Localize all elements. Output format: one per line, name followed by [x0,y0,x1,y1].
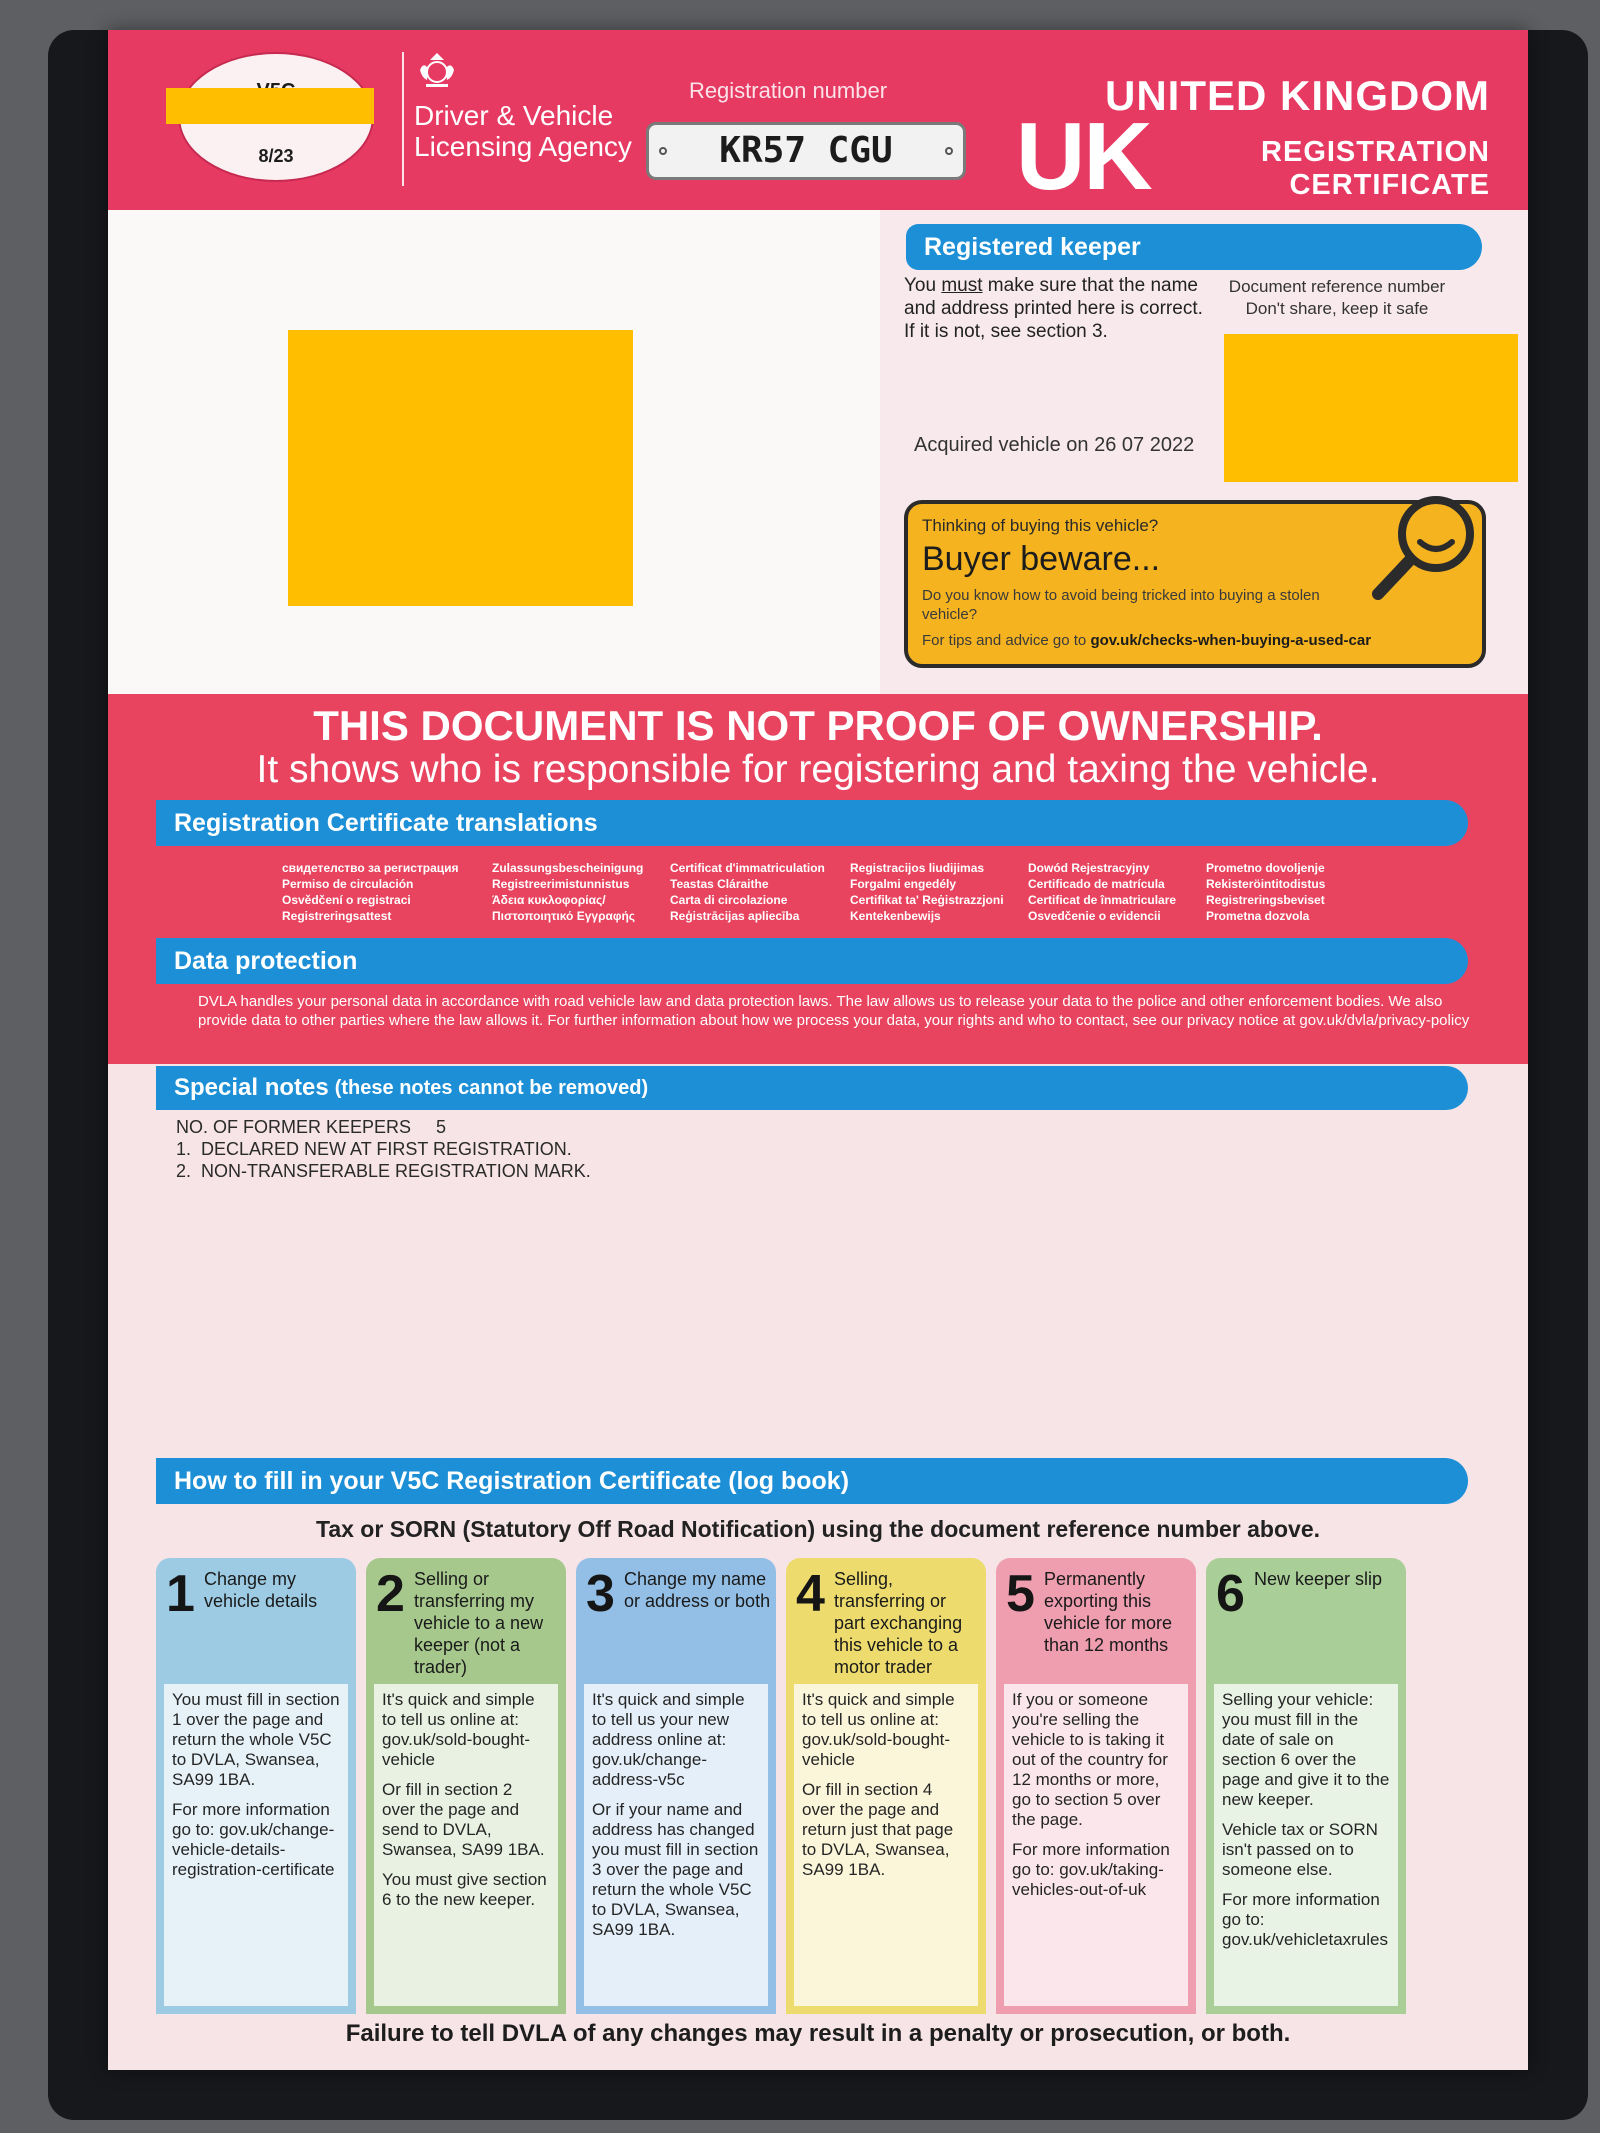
translation-column [1206,860,1325,924]
step-body [794,1684,978,2006]
translation-column [670,860,825,924]
step-title: Permanently exporting this vehicle for more than 12 months [1044,1569,1173,1655]
redacted-address [288,330,633,606]
failure-warning: Failure to tell DVLA of any changes may result in a penalty or prosecution, or both. [345,2020,1291,2047]
step-paragraph: For more information go to: gov.uk/taking-vehicles-out-of-uk [1012,1840,1170,1899]
responsibility-line: It shows who is responsible for registering and taxing the vehicle. [256,748,1380,791]
translation-item: Osvedčenie o evidencii [1028,909,1161,923]
step-paragraph: It's quick and simple to tell us your new address online at: gov.uk/change-address-v5c [592,1690,745,1789]
step-paragraph: Or fill in section 4 over the page and return just that page to DVLA, Swansea, SA99 1BA. [802,1780,954,1879]
translation-item: Teastas Cláraithe [670,877,769,891]
agency-divider [402,52,404,186]
step-card-2 [366,1558,566,2014]
step-card-1 [156,1558,356,2014]
keeper-instruction-text: make sure that the name and address printed here is correct. If it is not, see section 3. [904,275,1203,342]
translation-item: свидетелство за регистрация [282,861,459,875]
step-title: Selling or transferring my vehicle to a new keeper (not a trader) [414,1569,544,1677]
step-title: Selling, transferring or part exchanging this vehicle to a motor trader [834,1569,963,1677]
step-paragraph: You must give section 6 to the new keeper. [382,1870,547,1909]
keeper-instruction-prefix: You [904,275,942,296]
translation-item: Zulassungsbescheinigung [492,861,644,875]
step-card-3 [576,1558,776,2014]
translation-column [492,860,643,924]
step-body [584,1684,768,2006]
docref-title: Document reference number [1228,277,1446,296]
step-body [374,1684,558,2006]
translation-item: Dowód Rejestracyjny [1028,861,1150,875]
form-version: 8/23 [258,146,294,166]
translation-item: Πιστοποιητικό Εγγραφής [492,909,636,923]
special-note-line: 2. NON-TRANSFERABLE REGISTRATION MARK. [176,1161,591,1181]
redaction-oval [166,88,374,124]
data-protection-heading: Data protection [156,938,1468,984]
translation-item: Kentekenbewijs [850,909,941,923]
step-number: 3 [586,1565,615,1623]
step-paragraph: It's quick and simple to tell us online at: gov.uk/sold-bought-vehicle [382,1690,535,1769]
translation-column [850,860,1004,924]
step-paragraph: It's quick and simple to tell us online at: gov.uk/sold-bought-vehicle [802,1690,955,1769]
translation-item: Prometna dozvola [1206,909,1310,923]
translation-column [282,860,459,924]
translation-item: Rekisteröintitodistus [1206,877,1326,891]
step-paragraph: If you or someone you're selling the vehicle to is taking it out of the country for 12 months or more, go to section 5 over the page. [1012,1690,1168,1829]
translation-item: Carta di circolazione [670,893,788,907]
certificate-line: REGISTRATION CERTIFICATE [1261,136,1490,201]
beware-heading: Buyer beware... [922,540,1161,578]
document-reference-label [1206,276,1468,320]
step-card-6 [1206,1558,1406,2014]
step-body [164,1684,348,2006]
translation-column [1028,860,1176,924]
beware-tips-link: gov.uk/checks-when-buying-a-used-car [1090,632,1372,649]
step-paragraph: Selling your vehicle: you must fill in the date of sale on section 6 over the page and give it to the new keeper. [1222,1690,1390,1809]
plate-screw-icon [659,147,667,155]
translation-item: Certifikat ta' Reġistrazzjoni [850,893,1004,907]
registration-number: KR57 CGU [719,130,893,171]
acquired-date: Acquired vehicle on 26 07 2022 [914,434,1195,456]
special-notes-heading [156,1066,1468,1110]
step-title: Change my name or address or both [624,1569,771,1611]
translation-item: Forgalmi engedély [850,877,957,891]
step-body [1004,1684,1188,2006]
step-paragraph: Or fill in section 2 over the page and send to DVLA, Swansea, SA99 1BA. [382,1780,545,1859]
keeper-instruction-must: must [941,275,983,296]
step-body [1214,1684,1398,2006]
beware-question: Thinking of buying this vehicle? [922,516,1159,535]
translation-item: Certificat d'immatriculation [670,861,825,875]
beware-body: Do you know how to avoid being tricked into buying a stolen vehicle? [922,587,1320,623]
translation-item: Certificat de înmatriculare [1028,893,1177,907]
special-notes-title: Special notes [174,1074,329,1101]
step-paragraph: For more information go to: gov.uk/change-vehicle-details-registration-certificate [172,1800,335,1879]
registered-keeper-heading: Registered keeper [906,224,1482,270]
translation-item: Registreringsattest [282,909,392,923]
step-paragraph: You must fill in section 1 over the page and return the whole V5C to DVLA, Swansea, SA99 1BA. [172,1690,340,1789]
step-number: 4 [796,1565,825,1623]
step-card-4 [786,1558,986,2014]
country-code: UK [1016,103,1151,210]
step-paragraph: For more information go to: gov.uk/vehicletaxrules [1222,1890,1388,1949]
step-paragraph: Vehicle tax or SORN isn't passed on to someone else. [1222,1820,1378,1879]
buyer-beware-box [904,500,1486,668]
translation-item: Osvědčení o registraci [282,893,411,907]
step-number: 1 [166,1565,195,1623]
special-note-line: 1. DECLARED NEW AT FIRST REGISTRATION. [176,1139,572,1159]
how-to-fill-heading: How to fill in your V5C Registration Certificate (log book) [156,1458,1468,1504]
special-note-line: NO. OF FORMER KEEPERS 5 [176,1117,447,1137]
keeper-instruction [904,274,1206,343]
translation-item: Registracijos liudijimas [850,861,985,875]
step-card-5 [996,1558,1196,2014]
docref-warning: Don't share, keep it safe [1245,299,1429,318]
not-proof-headline: THIS DOCUMENT IS NOT PROOF OF OWNERSHIP. [313,702,1323,749]
step-title: Change my vehicle details [204,1569,318,1611]
registration-label: Registration number [688,78,888,103]
special-notes-list [176,1116,591,1182]
translations-heading: Registration Certificate translations [156,800,1468,846]
translation-item: Permiso de circulación [282,877,414,891]
translation-item: Άδεια κυκλοφορίας/ [492,893,606,907]
registration-plate [646,122,966,180]
plate-screw-icon [945,147,953,155]
v5c-document [108,30,1528,2070]
step-number: 5 [1006,1565,1035,1623]
translation-item: Registreerimistunnistus [492,877,630,891]
data-protection-text: DVLA handles your personal data in accordance with road vehicle law and data protection laws. The law allows us to release your data to the police and other enforcement bodies. We also provide data to other parties where the law allows it. For further information about how we process your data, your rights and who to contact, see our privacy notice at gov.uk/dvla/privacy-policy [198,993,1470,1029]
tax-sorn-line: Tax or SORN (Statutory Off Road Notification) using the document reference number above. [315,1516,1320,1542]
translations-grid [282,860,1422,932]
translation-item: Prometno dovoljenje [1206,861,1325,875]
step-title: New keeper slip [1254,1569,1383,1589]
magnifier-icon [1364,490,1484,610]
step-number: 2 [376,1565,405,1623]
special-notes-subtitle: (these notes cannot be removed) [334,1076,649,1099]
beware-tips-prefix: For tips and advice go to [922,632,1091,649]
beware-tips [922,632,1462,649]
step-number: 6 [1216,1565,1245,1623]
country-line: UNITED KINGDOM [1105,72,1490,119]
translation-item: Registreringsbeviset [1206,893,1325,907]
translation-item: Certificado de matrícula [1028,877,1165,891]
royal-crest-icon [414,50,460,90]
translation-item: Reģistrācijas apliecība [670,909,800,923]
agency-name: Driver & Vehicle Licensing Agency [414,100,632,162]
step-paragraph: Or if your name and address has changed you must fill in section 3 over the page and return the whole V5C to DVLA, Swansea, SA99 1BA. [592,1800,759,1939]
redacted-document-reference [1224,334,1518,482]
